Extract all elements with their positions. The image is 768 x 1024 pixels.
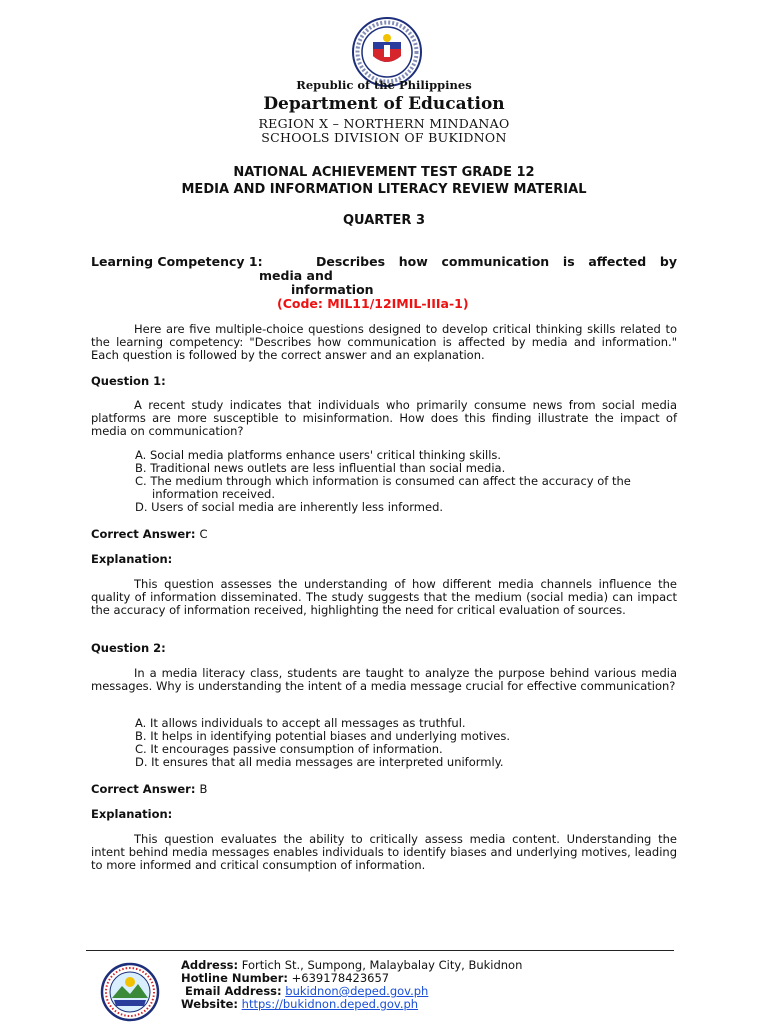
division-line: SCHOOLS DIVISION OF BUKIDNON xyxy=(261,130,507,145)
quarter-label: QUARTER 3 xyxy=(342,213,426,228)
hotline-value: +639178423657 xyxy=(291,971,390,985)
question-2-label: Question 2: xyxy=(91,641,166,655)
answer-value: C xyxy=(199,527,208,541)
question-1-option-a: A. Social media platforms enhance users' critical thinking skills. xyxy=(135,448,502,462)
question-2-option-b: B. It helps in identifying potential biases and underlying motives. xyxy=(135,729,511,743)
division-seal-logo xyxy=(100,962,160,1022)
question-2-option-a: A. It allows individuals to accept all messages as truthful. xyxy=(135,716,466,730)
website-link[interactable]: https://bukidnon.deped.gov.ph xyxy=(241,997,419,1011)
email-label: Email Address: xyxy=(185,984,282,998)
question-2-option-d: D. It ensures that all media messages are interpreted uniformly. xyxy=(135,755,504,769)
competency-code: (Code: MIL11/12IMIL-IIIa-1) xyxy=(277,296,469,311)
footer-email xyxy=(185,984,428,998)
competency-text-2: media and xyxy=(259,268,333,283)
question-2-answer xyxy=(91,782,207,796)
answer-value: B xyxy=(199,782,208,796)
title-line-2: MEDIA AND INFORMATION LITERACY REVIEW MATERIAL xyxy=(181,182,587,197)
question-1-label: Question 1: xyxy=(91,374,166,388)
competency-text-3: information xyxy=(291,282,374,297)
footer-website xyxy=(181,997,418,1011)
question-1-explanation: This question assesses the understanding of how different media channels influence the quality of information disseminated. The study suggests that the medium (social media) can impact the accuracy of information received, highlighting the need for critical evaluation of sources. xyxy=(91,577,677,617)
region-line: REGION X – NORTHERN MINDANAO xyxy=(258,116,510,131)
address-value: Fortich St., Sumpong, Malaybalay City, Bukidnon xyxy=(241,958,523,972)
hotline-label: Hotline Number: xyxy=(181,971,288,985)
question-1-option-d: D. Users of social media are inherently less informed. xyxy=(135,500,444,514)
department-name: Department of Education xyxy=(263,94,505,114)
question-2-option-c: C. It encourages passive consumption of information. xyxy=(135,742,443,756)
address-label: Address: xyxy=(181,958,239,972)
republic-line: Republic of the Philippines xyxy=(296,78,472,92)
website-label: Website: xyxy=(181,997,238,1011)
question-2-stem: In a media literacy class, students are taught to analyze the purpose behind various media messages. Why is understanding the intent of a media message crucial for effective communication? xyxy=(91,666,677,693)
question-2-explanation: This question evaluates the ability to critically assess media content. Understanding the intent behind media messages enables individuals to identify biases and underlying motives, leading to more informed and critical consumption of information. xyxy=(91,832,677,872)
footer-hotline xyxy=(181,971,389,985)
footer-divider xyxy=(86,950,674,951)
question-1-explanation-label: Explanation: xyxy=(91,552,173,566)
question-1-answer xyxy=(91,527,207,541)
footer-address xyxy=(181,958,522,972)
question-2-explanation-label: Explanation: xyxy=(91,807,173,821)
question-1-option-b: B. Traditional news outlets are less influential than social media. xyxy=(135,461,506,475)
question-1-option-c: C. The medium through which information is consumed can affect the accuracy of the information received. xyxy=(135,474,631,501)
email-link[interactable]: bukidnon@deped.gov.ph xyxy=(285,984,429,998)
competency-label: Learning Competency 1: xyxy=(91,254,263,269)
intro-paragraph: Here are five multiple-choice questions designed to develop critical thinking skills related to the learning competency: "Describes how communication is affected by media and information." Each question is followed by the correct answer and an explanation. xyxy=(91,322,677,362)
question-1-stem: A recent study indicates that individuals who primarily consume news from social media platforms are more susceptible to misinformation. How does this finding illustrate the impact of media on communication? xyxy=(91,398,677,438)
answer-label: Correct Answer: xyxy=(91,527,196,541)
competency-text-1: Describes how communication is affected by xyxy=(316,254,677,269)
answer-label: Correct Answer: xyxy=(91,782,196,796)
title-line-1: NATIONAL ACHIEVEMENT TEST GRADE 12 xyxy=(233,165,535,180)
